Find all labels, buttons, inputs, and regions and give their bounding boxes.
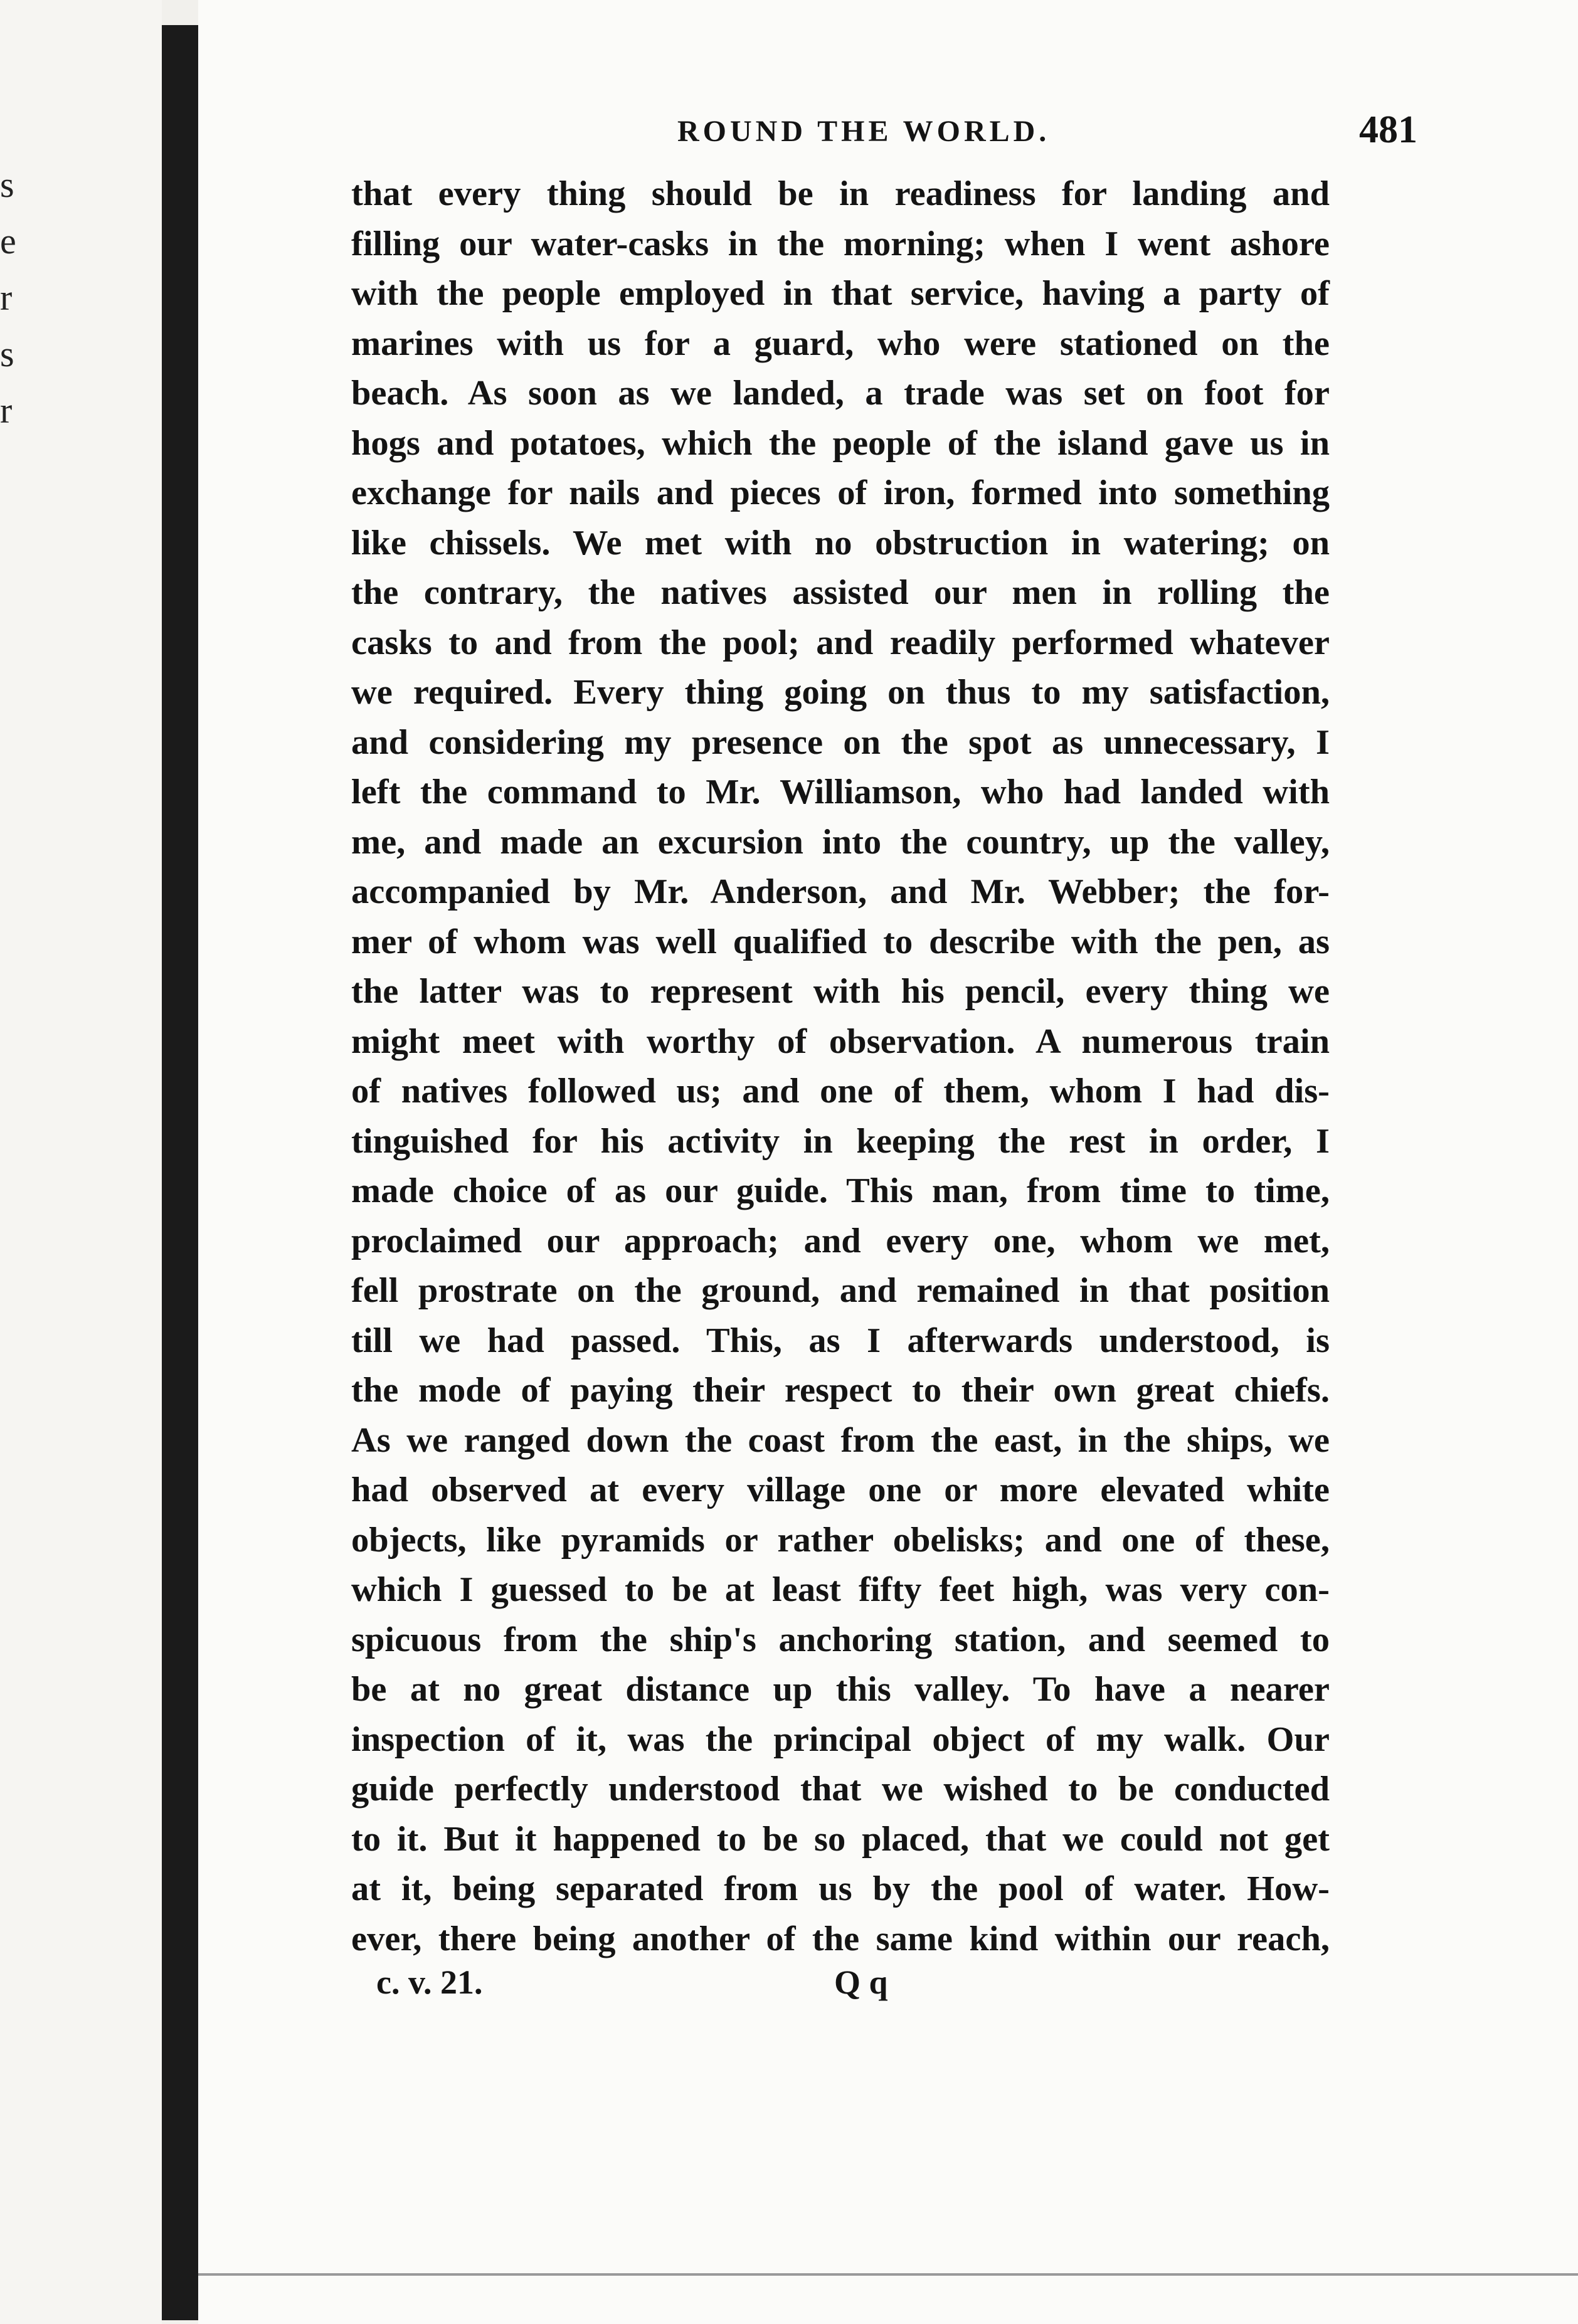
facing-page-margin <box>0 0 162 2324</box>
text-line: inspection of it, was the principal object of my walk. Our <box>351 1719 1330 1759</box>
edge-letter: s <box>0 334 14 374</box>
text-line: made choice of as our guide. This man, from time to time, <box>351 1171 1330 1210</box>
text-line: might meet with worthy of observation. A numerous train <box>351 1022 1330 1061</box>
edge-letter: r <box>0 390 13 431</box>
text-line: left the command to Mr. Williamson, who had landed with <box>351 773 1330 811</box>
text-line: with the people employed in that service, having a party of <box>351 274 1330 313</box>
text-line: that every thing should be in readiness for landing and <box>351 174 1330 213</box>
text-line: be at no great distance up this valley. To have a nearer <box>351 1670 1330 1709</box>
text-line: and considering my presence on the spot as unnecessary, I <box>351 722 1330 762</box>
edge-letter: s <box>0 164 14 205</box>
text-line: to it. But it happened to be so placed, that we could not get <box>351 1819 1330 1859</box>
text-line: objects, like pyramids or rather obelisks; and one of these, <box>351 1520 1330 1560</box>
page-header <box>351 108 1417 164</box>
page-bottom-edge <box>198 2273 1578 2276</box>
facing-page-edge-letters <box>0 157 19 658</box>
page-number: 481 <box>1359 108 1417 151</box>
text-line: the mode of paying their respect to their own great chiefs. <box>351 1371 1330 1410</box>
text-line: filling our water-casks in the morning; when I went ashore <box>351 224 1330 263</box>
edge-letter: r <box>0 277 13 318</box>
text-line: fell prostrate on the ground, and remained in that position <box>351 1271 1330 1310</box>
edge-letter: e <box>0 221 16 261</box>
text-line: of natives followed us; and one of them, whom I had dis- <box>351 1072 1330 1111</box>
text-line: me, and made an excursion into the country, up the valley, <box>351 822 1330 862</box>
text-line: ever, there being another of the same kind within our reach, <box>351 1919 1330 1958</box>
signature-mark: c. v. 21. <box>376 1963 483 2001</box>
text-line: which I guessed to be at least fifty feet high, was very con- <box>351 1570 1330 1609</box>
page-footer <box>376 1963 1129 2019</box>
book-gutter-shadow <box>162 25 198 2320</box>
text-line: we required. Every thing going on thus to my satisfaction, <box>351 673 1330 712</box>
sheet-mark: Q q <box>834 1963 888 2001</box>
text-line: the latter was to represent with his pencil, every thing we <box>351 972 1330 1011</box>
text-line: had observed at every village one or more elevated white <box>351 1471 1330 1509</box>
text-line: till we had passed. This, as I afterwards understood, is <box>351 1321 1330 1360</box>
body-text <box>351 169 1330 1964</box>
text-line: spicuous from the ship's anchoring station, and seemed to <box>351 1620 1330 1659</box>
text-line: at it, being separated from us by the pool of water. How- <box>351 1869 1330 1908</box>
text-line: like chissels. We met with no obstruction in watering; on <box>351 523 1330 563</box>
text-line: casks to and from the pool; and readily performed whatever <box>351 623 1330 662</box>
text-line: proclaimed our approach; and every one, whom we met, <box>351 1221 1330 1260</box>
text-line: exchange for nails and pieces of iron, formed into something <box>351 473 1330 512</box>
text-line: hogs and potatoes, which the people of the island gave us in <box>351 423 1330 463</box>
text-line: the contrary, the natives assisted our men in rolling the <box>351 573 1330 612</box>
text-line: accompanied by Mr. Anderson, and Mr. Webber; the for- <box>351 872 1330 911</box>
text-line: tinguished for his activity in keeping the rest in order, I <box>351 1121 1330 1161</box>
text-line: guide perfectly understood that we wished to be conducted <box>351 1770 1330 1809</box>
text-line: marines with us for a guard, who were stationed on the <box>351 324 1330 363</box>
running-title: ROUND THE WORLD. <box>677 115 1051 148</box>
text-line: mer of whom was well qualified to describe with the pen, as <box>351 922 1330 961</box>
text-line: As we ranged down the coast from the east, in the ships, we <box>351 1420 1330 1460</box>
text-line: beach. As soon as we landed, a trade was set on foot for <box>351 374 1330 413</box>
